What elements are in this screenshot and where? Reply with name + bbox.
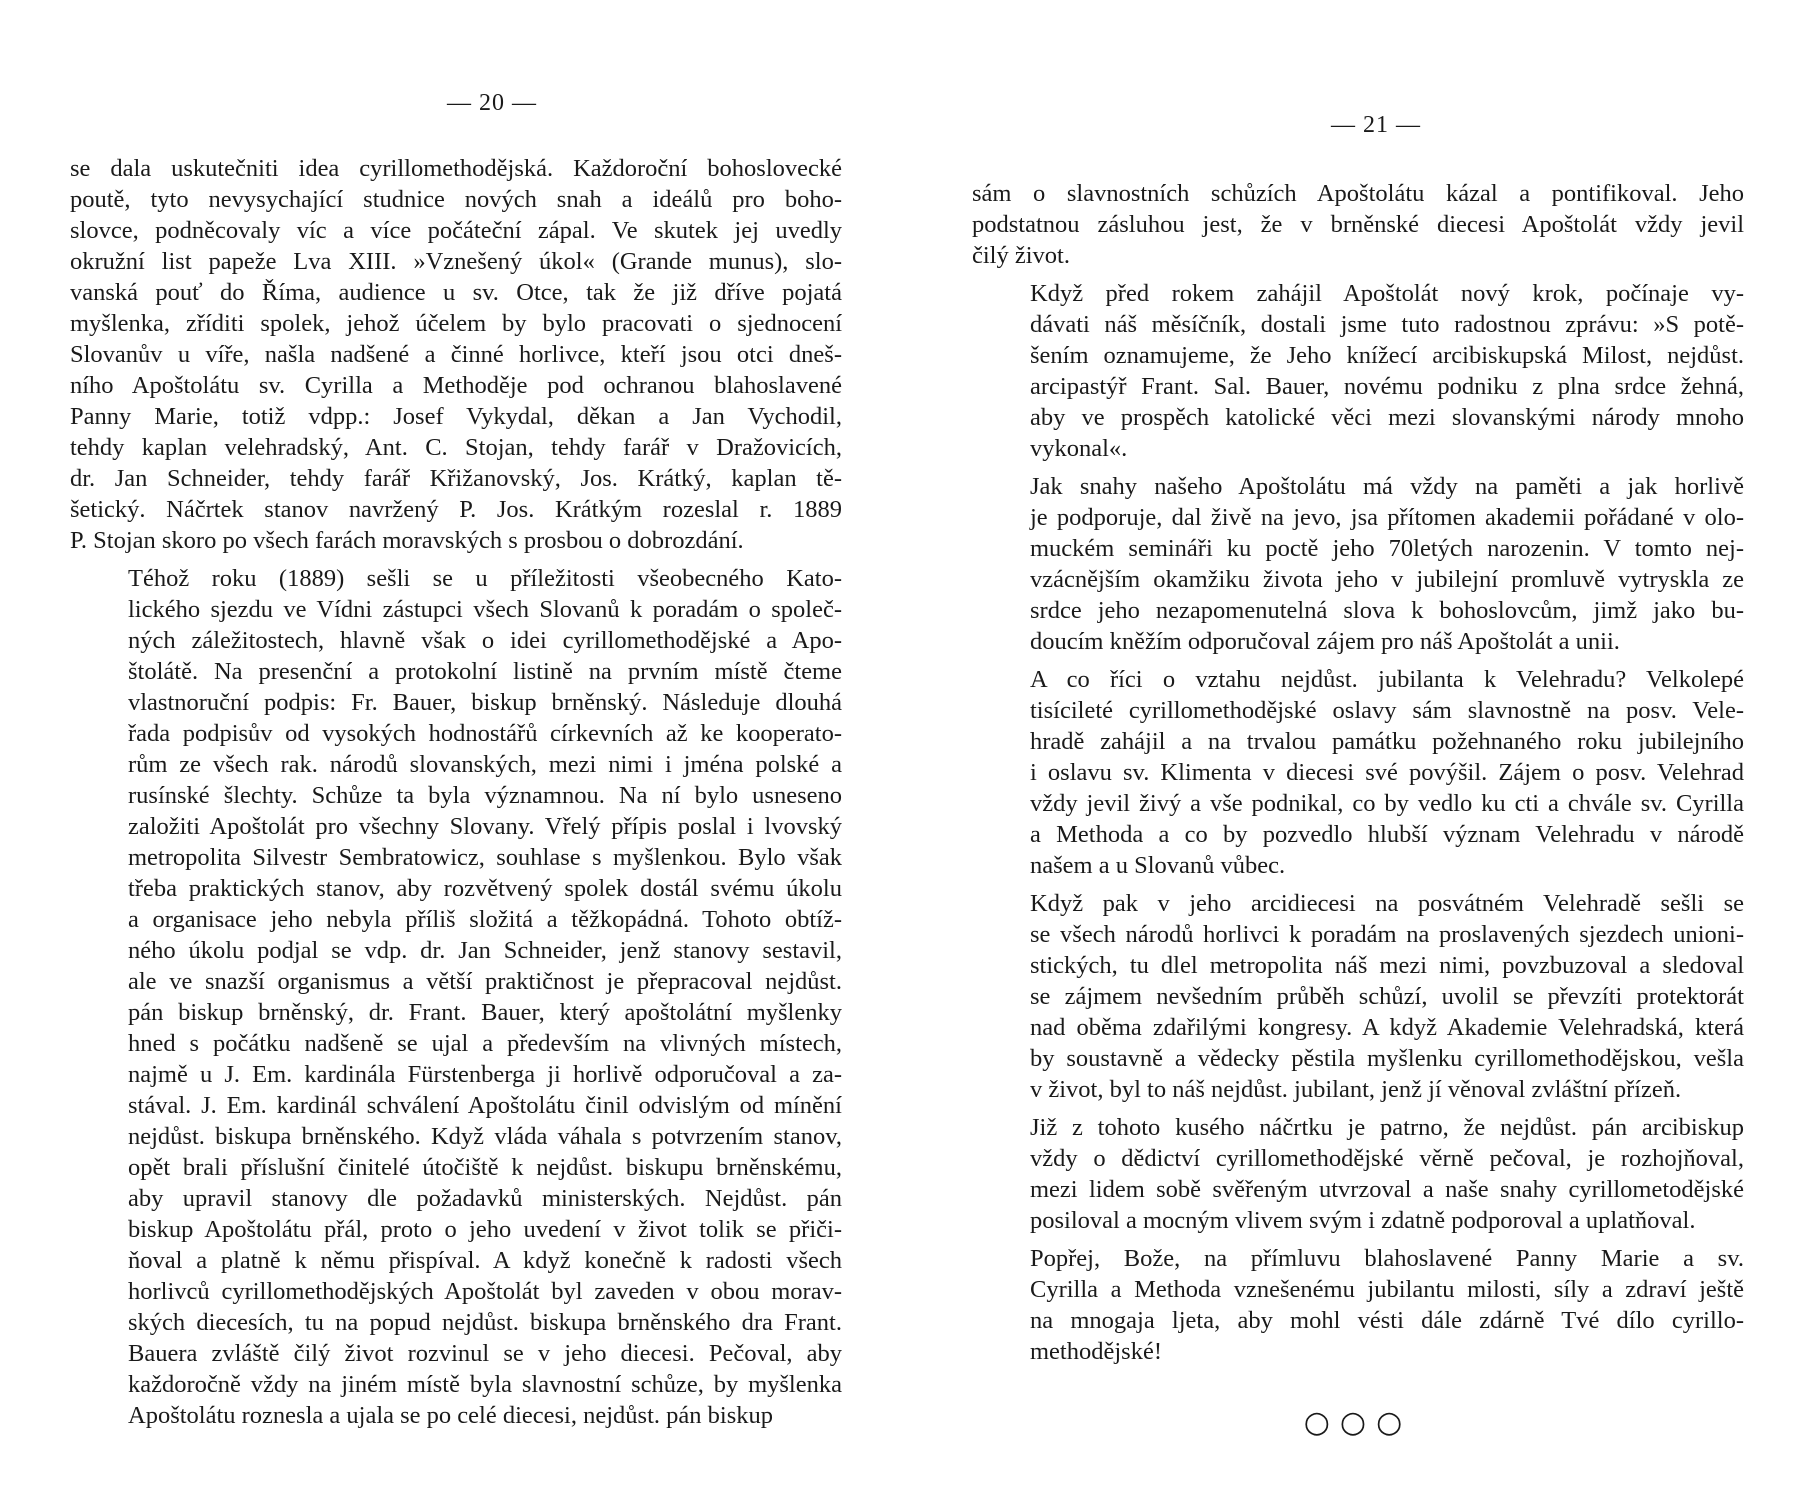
text-line: čilý život. (972, 242, 1070, 269)
paragraph (70, 563, 842, 1431)
text-line: i oslavu sv. Klimenta v diecesi své povýšil. Zájem o posv. Velehrad (1030, 759, 1744, 786)
text-line: a organisace jeho nebyla příliš složitá a těžkopádná. Tohoto obtíž- (128, 906, 842, 933)
text-line: ale ve snazší organismus a větší praktičnost je přepracoval nejdůst. (128, 968, 842, 995)
page-body (972, 178, 1744, 1367)
paragraph (972, 888, 1744, 1105)
text-line: doucím kněžím odporučoval zájem pro náš Apoštolát a unii. (1030, 628, 1620, 655)
text-line: nad oběma zdařilými kongresy. A když Akademie Velehradská, která (1030, 1014, 1744, 1041)
left-page (70, 0, 842, 1500)
text-line: vlastnoruční podpis: Fr. Bauer, biskup brněnský. Následuje dlouhá (128, 689, 842, 716)
text-line: muckém semináři ku poctě jeho 70letých narozenin. V tomto nej- (1030, 535, 1744, 562)
text-line: se všech národů horlivci k poradám na proslavených sjezdech unioni- (1030, 921, 1744, 948)
text-line: slovce, podněcovaly víc a více počáteční zápal. Ve skutek jej uvedly (70, 217, 842, 244)
text-line: Popřej, Bože, na přímluvu blahoslavené Panny Marie a sv. (1030, 1245, 1744, 1272)
text-line: stických, tu dlel metropolita náš mezi nimi, povzbuzoval a sledoval (1030, 952, 1744, 979)
text-line: Jak snahy našeho Apoštolátu má vždy na paměti a jak horlivě (1030, 473, 1744, 500)
text-line: srdce jeho nezapomenutelná slova k bohoslovcům, jimž jako bu- (1030, 597, 1744, 624)
text-line: nejdůst. biskupa brněnského. Když vláda váhala s potvrzením stanov, (128, 1123, 842, 1150)
text-line: aby ve prospěch katolické věci mezi slovanskými národy mnoho (1030, 404, 1744, 431)
text-line: se zájmem nevšedním průběh schůzí, uvolil se převzíti protektorát (1030, 983, 1744, 1010)
text-line: Bauera zvláště čilý život rozvinul se v jeho diecesi. Pečoval, aby (128, 1340, 842, 1367)
page-number: — 21 — (1331, 112, 1421, 138)
paragraph (972, 664, 1744, 881)
text-line: A co říci o vztahu nejdůst. jubilanta k Velehradu? Velkolepé (1030, 666, 1744, 693)
text-line: založiti Apoštolát pro všechny Slovany. Vřelý přípis poslal i lvovský (128, 813, 842, 840)
text-line: metropolita Silvestr Sembratowicz, souhlase s myšlenkou. Bylo však (128, 844, 842, 871)
text-line: poutě, tyto nevysychající studnice nových snah a ideálů pro boho- (70, 186, 842, 213)
text-line: v život, byl to náš nejdůst. jubilant, jenž jí věnoval zvláštní přízeň. (1030, 1076, 1682, 1103)
text-line: horlivců cyrillomethodějských Apoštolát byl zaveden v obou morav- (128, 1278, 842, 1305)
text-line: je podporuje, dal živě na jevo, jsa přítomen akademii pořádané v olo- (1030, 504, 1744, 531)
text-line: pán biskup brněnský, dr. Frant. Bauer, který apoštolátní myšlenky (128, 999, 842, 1026)
text-line: vanská pouť do Říma, audience u sv. Otce, tak že již dříve pojatá (70, 279, 842, 306)
text-line: Panny Marie, totiž vdpp.: Josef Vykydal, děkan a Jan Vychodil, (70, 403, 842, 430)
text-line: hned s počátku nadšeně se ujal a především na vlivných místech, (128, 1030, 842, 1057)
text-line: Apoštolátu roznesla a ujala se po celé diecesi, nejdůst. pán biskup (128, 1402, 773, 1429)
text-line: mezi lidem sobě svěřeným utvrzoval a naše snahy cyrillometodějské (1030, 1176, 1744, 1203)
text-line: se dala uskutečniti idea cyrillomethodějská. Každoroční bohoslovecké (70, 155, 842, 182)
text-line: tehdy kaplan velehradský, Ant. C. Stojan, tehdy farář v Dražovicích, (70, 434, 842, 461)
text-line: našem a u Slovanů vůbec. (1030, 852, 1286, 879)
text-line: lického sjezdu ve Vídni zástupci všech Slovanů k poradám o společ- (128, 596, 842, 623)
text-line: najmě u J. Em. kardinála Fürstenberga ji horlivě odporučoval a za- (128, 1061, 842, 1088)
text-line: štolátě. Na presenční a protokolní listině na prvním místě čteme (128, 658, 842, 685)
text-line: biskup Apoštolátu přál, proto o jeho uvedení v život tolik se přiči- (128, 1216, 842, 1243)
ornament-circles: ○○○ (1303, 1405, 1413, 1440)
text-line: každoročně vždy na jiném místě byla slavnostní schůze, by myšlenka (128, 1371, 842, 1398)
text-line: vzácnějším okamžiku života jeho v jubilejní promluvě vytryskla ze (1030, 566, 1744, 593)
page-number: — 20 — (447, 90, 537, 116)
text-line: Když pak v jeho arcidiecesi na posvátném Velehradě sešli se (1030, 890, 1744, 917)
text-line: P. Stojan skoro po všech farách moravských s prosbou o dobrozdání. (70, 527, 744, 554)
text-line: methodějské! (1030, 1338, 1162, 1365)
text-line: řada podpisův od vysokých hodnostářů církevních až ke kooperato- (128, 720, 842, 747)
text-line: podstatnou zásluhou jest, že v brněnské diecesi Apoštolát vždy jevil (972, 211, 1744, 238)
text-line: ního Apoštolátu sv. Cyrilla a Methoděje pod ochranou blahoslavené (70, 372, 842, 399)
text-line: rusínské šlechty. Schůze ta byla významnou. Na ní bylo usneseno (128, 782, 842, 809)
paragraph (70, 153, 842, 556)
text-line: posiloval a mocným vlivem svým i zdatně podporoval a uplatňoval. (1030, 1207, 1696, 1234)
text-line: dr. Jan Schneider, tehdy farář Křižanovský, Jos. Krátký, kaplan tě- (70, 465, 842, 492)
text-line: a Methoda a co by pozvedlo hlubší význam Velehradu v národě (1030, 821, 1744, 848)
text-line: opět brali příslušní činitelé útočiště k nejdůst. biskupu brněnskému, (128, 1154, 842, 1181)
text-line: Když před rokem zahájil Apoštolát nový krok, počínaje vy- (1030, 280, 1744, 307)
text-line: Cyrilla a Methoda vznešenému jubilantu milosti, síly a zdraví ještě (1030, 1276, 1744, 1303)
text-line: ňoval a platně k němu přispíval. A když konečně k radosti všech (128, 1247, 842, 1274)
text-line: ských diecesích, tu na popud nejdůst. biskupa brněnského dra Frant. (128, 1309, 842, 1336)
text-line: hradě zahájil a na trvalou památku požehnaného roku jubilejního (1030, 728, 1744, 755)
text-line: vždy jevil živý a vše podnikal, co by vedlo ku cti a chvále sv. Cyrilla (1030, 790, 1744, 817)
text-line: Slovanův u víře, našla nadšené a činné horlivce, kteří jsou otci dneš- (70, 341, 842, 368)
text-line: dávati náš měsíčník, dostali jsme tuto radostnou zprávu: »S potě- (1030, 311, 1744, 338)
page-body (70, 153, 842, 1431)
text-line: myšlenka, zříditi spolek, jehož účelem by bylo pracovati o sjednocení (70, 310, 842, 337)
text-line: stával. J. Em. kardinál schválení Apoštolátu činil odvislým od mínění (128, 1092, 842, 1119)
paragraph (972, 1243, 1744, 1367)
text-line: rům ze všech rak. národů slovanských, mezi nimi i jména polské a (128, 751, 842, 778)
paragraph (972, 1112, 1744, 1236)
text-line: šetický. Náčrtek stanov navržený P. Jos. Krátkým rozeslal r. 1889 (70, 496, 842, 523)
text-line: arcipastýř Frant. Sal. Bauer, novému podniku z plna srdce žehná, (1030, 373, 1744, 400)
text-line: ných záležitostech, hlavně však o idei cyrillomethodějské a Apo- (128, 627, 842, 654)
text-line: šením oznamujeme, že Jeho knížecí arcibiskupská Milost, nejdůst. (1030, 342, 1744, 369)
text-line: Téhož roku (1889) sešli se u příležitosti všeobecného Kato- (128, 565, 842, 592)
text-line: by soustavně a vědecky pěstila myšlenku cyrillomethodějskou, vešla (1030, 1045, 1744, 1072)
paragraph (972, 278, 1744, 464)
paragraph (972, 471, 1744, 657)
paragraph (972, 178, 1744, 271)
text-line: vždy o dědictví cyrillomethodějské věrně pečoval, je rozhojňoval, (1030, 1145, 1744, 1172)
text-line: ného úkolu podjal se vdp. dr. Jan Schneider, jenž stanovy sestavil, (128, 937, 842, 964)
text-line: okružní list papeže Lva XIII. »Vznešený úkol« (Grande munus), slo- (70, 248, 842, 275)
text-line: aby upravil stanovy dle požadavků ministerských. Nejdůst. pán (128, 1185, 842, 1212)
text-line: na mnogaja ljeta, aby mohl vésti dále zdárně Tvé dílo cyrillo- (1030, 1307, 1744, 1334)
text-line: třeba praktických stanov, aby rozvětvený spolek dostál svému úkolu (128, 875, 842, 902)
text-line: sám o slavnostních schůzích Apoštolátu kázal a pontifikoval. Jeho (972, 180, 1744, 207)
text-line: Již z tohoto kusého náčrtku je patrno, že nejdůst. pán arcibiskup (1030, 1114, 1744, 1141)
right-page (972, 0, 1744, 1500)
text-line: vykonal«. (1030, 435, 1128, 462)
text-line: tisícileté cyrillomethodějské oslavy sám slavnostně na posv. Vele- (1030, 697, 1744, 724)
